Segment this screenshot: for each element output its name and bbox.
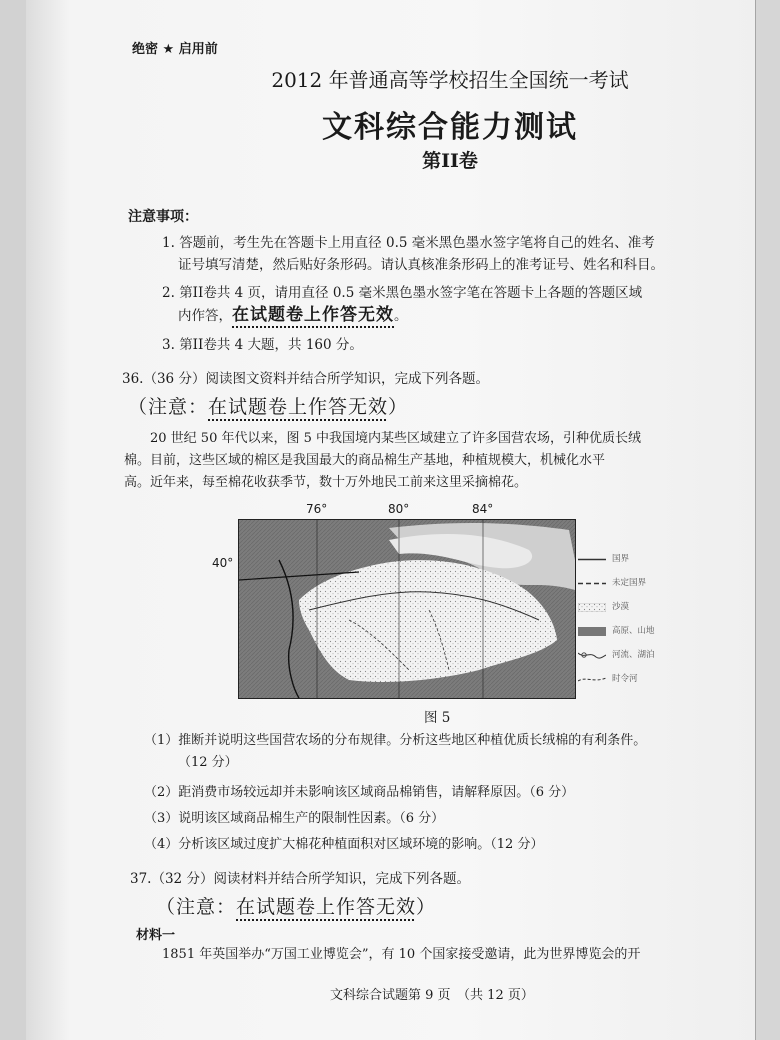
dotted-area-icon <box>578 603 606 612</box>
legend-item <box>578 624 728 640</box>
question-37-header: 37.（32 分）阅读材料并结合所学知识，完成下列各题。 <box>130 871 470 887</box>
longitude-label: 84° <box>472 502 494 516</box>
notice-item-text: 答题前，考生先在答题卡上用直径 0.5 毫米黑色墨水签字笔将自己的姓名、准考 <box>179 235 655 251</box>
sub-question-3: （3）说明该区域商品棉生产的限制性因素。（6 分） <box>144 811 445 826</box>
legend-label: 时令河 <box>612 674 638 684</box>
notice-item-text: 内作答， <box>178 308 232 324</box>
notice-item-1 <box>162 232 742 276</box>
sub-question-1 <box>144 730 764 774</box>
map-figure-5 <box>238 519 576 699</box>
notice-item-number: 2. <box>162 285 175 301</box>
binding-edge-left <box>0 0 27 1040</box>
warning-text: （注意： <box>128 396 209 418</box>
notice-item-2 <box>162 282 742 327</box>
legend-label: 河流、湖泊 <box>612 650 655 660</box>
question-37-warning <box>156 892 436 919</box>
secret-label: 绝密 ★ 启用前 <box>132 42 218 57</box>
notice-item-text: 第II卷共 4 大题，共 160 分。 <box>179 337 363 353</box>
material-heading: 材料一 <box>136 928 176 943</box>
paragraph-line: 高。近年来，每至棉花收获季节，数十万外地民工前来这里采摘棉花。 <box>124 475 528 490</box>
notice-item-number: 1. <box>162 235 175 251</box>
notice-item-text: 第II卷共 4 页，请用直径 0.5 毫米黑色墨水签字笔在答题卡上各题的答题区域 <box>179 285 643 301</box>
dashed-river-icon <box>578 675 606 684</box>
page-footer: 文科综合试题第 9 页 （共 12 页） <box>330 988 534 1003</box>
legend-label: 未定国界 <box>612 578 647 588</box>
paragraph-line: 棉。目前，这些区域的棉区是我国最大的商品棉生产基地，种植规模大，机械化水平 <box>124 453 606 468</box>
latitude-label: 40° <box>212 556 234 570</box>
figure-caption: 图 5 <box>424 710 451 726</box>
question-36-header: 36.（36 分）阅读图文资料并结合所学知识，完成下列各题。 <box>122 371 489 387</box>
map-drawing <box>239 520 575 698</box>
longitude-label: 80° <box>388 502 410 516</box>
dashed-line-icon <box>578 579 606 588</box>
notice-item-text: 。 <box>394 308 408 324</box>
subject-title: 文科综合能力测试 <box>322 110 578 145</box>
notice-item-text: 证号填写清楚，然后贴好条形码。请认真核准条形码上的准考证号、姓名和科目。 <box>178 257 664 273</box>
legend-item <box>578 600 728 616</box>
binding-edge-right <box>755 0 780 1040</box>
sub-question-text: （1）推断并说明这些国营农场的分布规律。分析这些地区种植优质长绒棉的有利条件。 <box>144 733 647 748</box>
emphasis-text: 在试题卷上作答无效 <box>208 396 389 418</box>
sub-question-2: （2）距消费市场较远却并未影响该区域商品棉销售，请解释原因。（6 分） <box>144 785 575 800</box>
solid-line-icon <box>578 555 606 564</box>
warning-text: ） <box>416 896 437 918</box>
question-36-paragraph <box>124 428 764 494</box>
notice-heading: 注意事项： <box>128 209 198 225</box>
dark-area-icon <box>578 627 606 636</box>
sub-question-4: （4）分析该区域过度扩大棉花种植面积对区域环境的影响。（12 分） <box>144 837 544 852</box>
notice-item-number: 3. <box>162 337 175 353</box>
legend-item <box>578 552 728 568</box>
warning-text: （注意： <box>156 896 237 918</box>
legend-label: 沙漠 <box>612 602 630 612</box>
legend-item <box>578 576 728 592</box>
river-lake-icon <box>578 651 606 660</box>
legend-label: 国界 <box>612 554 630 564</box>
notice-item-3 <box>162 334 742 356</box>
longitude-label: 76° <box>306 502 328 516</box>
emphasis-text: 在试题卷上作答无效 <box>236 896 417 918</box>
sub-question-text: （12 分） <box>178 755 238 770</box>
legend-label: 高原、山地 <box>612 626 655 636</box>
paragraph-line: 20 世纪 50 年代以来，图 5 中我国境内某些区域建立了许多国营农场，引种优质长绒 <box>150 431 642 446</box>
emphasis-text: 在试题卷上作答无效 <box>232 305 394 325</box>
volume-title: 第II卷 <box>422 150 478 172</box>
exam-title: 2012 年普通高等学校招生全国统一考试 <box>271 68 629 92</box>
material-text: 1851 年英国举办“万国工业博览会”，有 10 个国家接受邀请，此为世界博览会的开 <box>162 947 641 962</box>
warning-text: ） <box>388 396 409 418</box>
question-36-warning <box>128 392 408 419</box>
legend-item <box>578 672 728 688</box>
legend-item <box>578 648 728 664</box>
